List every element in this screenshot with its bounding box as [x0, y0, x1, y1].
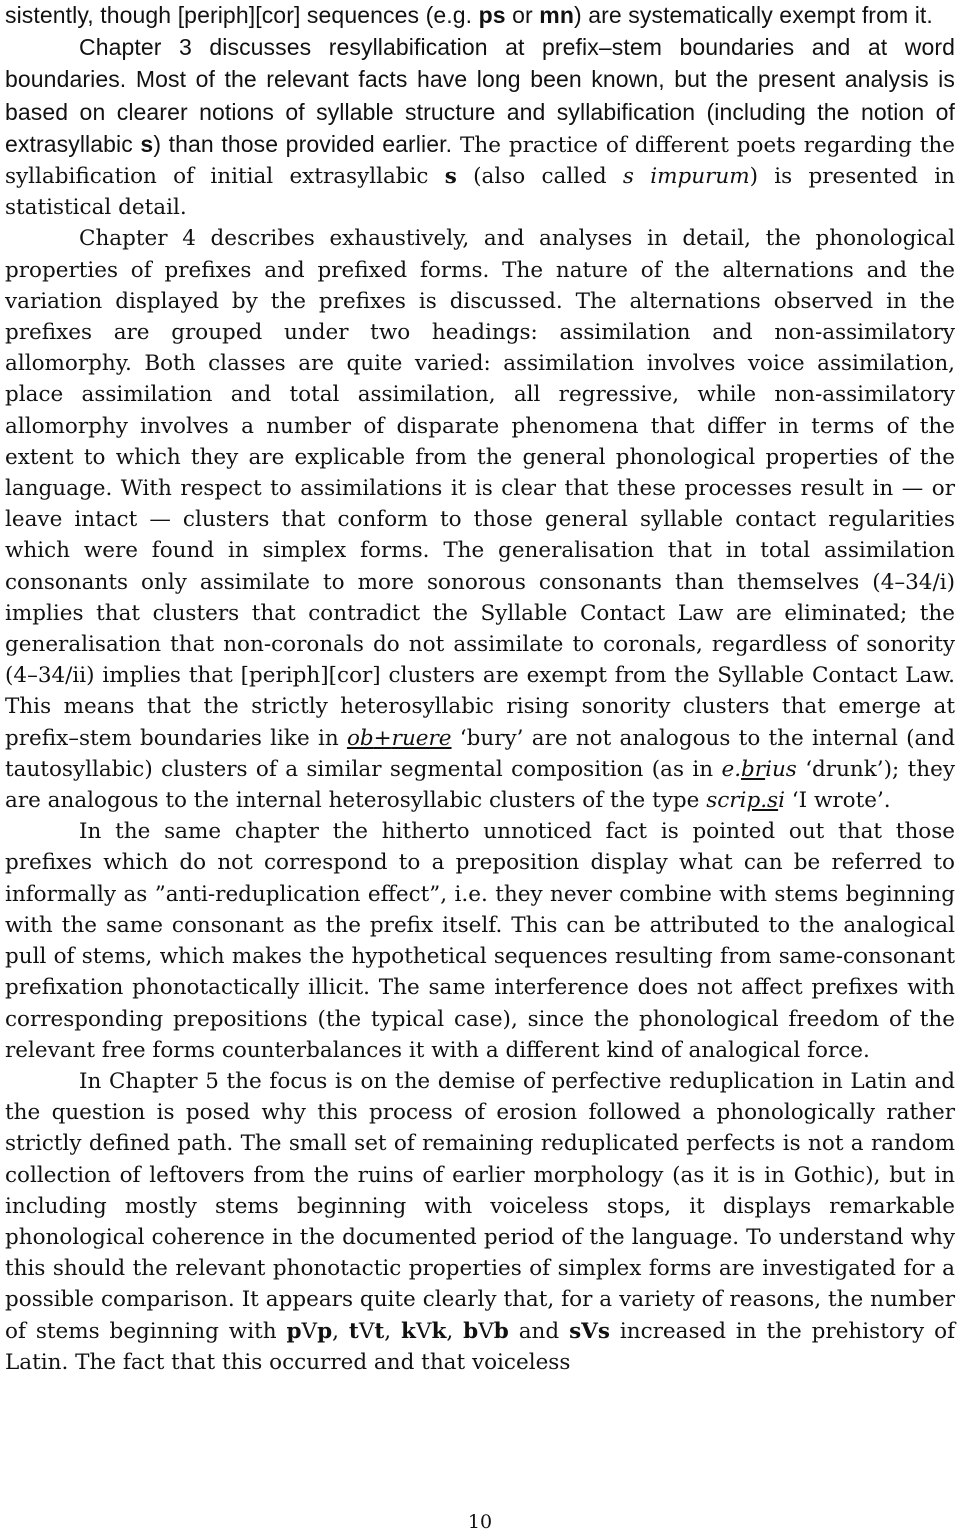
pattern-tvt: tVt [348, 1318, 385, 1344]
pattern-svs: sVs [569, 1318, 610, 1344]
document-page [5, 0, 955, 1378]
paragraph-chapter-3: Chapter 3 discusses resyllabification at prefix–stem boundaries and at word boundaries. Most of the relevant facts have long been known, but the present analysis is based on clearer notions of syllable structure and syllabification (including the notion of extrasyllabic s) than those provided earlier. The practice of different poets regarding the syllabification of initial extrasyllabic s (also called s impurum) is presented in statistical detail. [5, 34, 955, 221]
paragraph-anti-reduplication: In the same chapter the hitherto unnoticed fact is pointed out that those prefixes which do not correspond to a preposition display what can be referred to informally as ”anti-reduplication effect”, i.e. they never combine with stems beginning with the same consonant as the prefix itself. This can be attributed to the analogical pull of stems, which makes the hypothetical sequences resulting from same-consonant prefixation phonotactically illicit. The same interference does not affect prefixes with corresponding prepositions (the typical case), since the phonological freedom of the relevant free forms counterbalances it with a different kind of analogical force. [5, 819, 955, 1063]
pattern-pvp: pVp [286, 1318, 333, 1344]
example-ebrius: e.brius [721, 756, 797, 782]
paragraph-chapter-4: Chapter 4 describes exhaustively, and analyses in detail, the phonological properties of prefixes and prefixed forms. The nature of the alternations and the variation displayed by the prefixes is discussed. The alternations observed in the prefixes are grouped under two headings: assimilation and non-assimilatory allomorphy. Both classes are quite varied: assimilation involves voice assimilation, place assimilation and total assimilation, all regressive, while non-assimilatory allomorphy involves a number of disparate phenomena that differ in terms of the extent to which they are explicable from the general phonological properties of the language. With respect to assimilations it is clear that these processes result in — or leave intact — clusters that conform to those general syllable contact regularities which were found in simplex forms. The generalisation that in total assimilation consonants only assimilate to more sonorous consonants than themselves (4–34/i) implies that clusters that contradict the Syllable Contact Law are eliminated; the generalisation that non-coronals do not assimilate to coronals, regardless of sonority (4–34/ii) implies that [periph][cor] clusters are exempt from the Syllable Contact Law. This means that the strictly heterosyllabic rising sonority clusters that emerge at prefix–stem boundaries like in ob+ruere ‘bury’ are not analogous to the internal (and tautosyllabic) clusters of a similar segmental composition (as in e.brius ‘drunk’); they are analogous to the internal heterosyllabic clusters of the type scrip.si ‘I wrote’. [5, 226, 956, 814]
pattern-bvb: bVb [463, 1318, 509, 1344]
paragraph-1: sistently, though [periph][cor] sequences (e.g. ps or mn) are systematically exempt from it. [5, 2, 933, 28]
paragraph-chapter-5: In Chapter 5 the focus is on the demise of perfective reduplication in Latin and the question is posed why this process of erosion followed a phonologically rather strictly defined path. The small set of remaining reduplicated perfects is not a random collection of leftovers from the ruins of earlier morphology (as it is in Gothic), but in including mostly stems beginning with voiceless stops, it displays remarkable phonological coherence in the documented period of the language. To understand why this should the relevant phonotactic properties of simplex forms are investigated for a possible comparison. It appears quite clearly that, for a variety of reasons, the number of stems beginning with pVp, tVt, kVk, bVb and sVs increased in the prehistory of Latin. The fact that this occurred and that voiceless [5, 1068, 956, 1375]
sequence-mn: mn [539, 2, 574, 28]
example-obruere: ob+ruere [346, 725, 452, 751]
sequence-ps: ps [478, 2, 506, 28]
pattern-kvk: kVk [401, 1318, 447, 1344]
term-impurum: impurum [650, 164, 750, 190]
example-scripsi: scrip.si [706, 788, 785, 814]
page-number: 10 [467, 1511, 493, 1533]
